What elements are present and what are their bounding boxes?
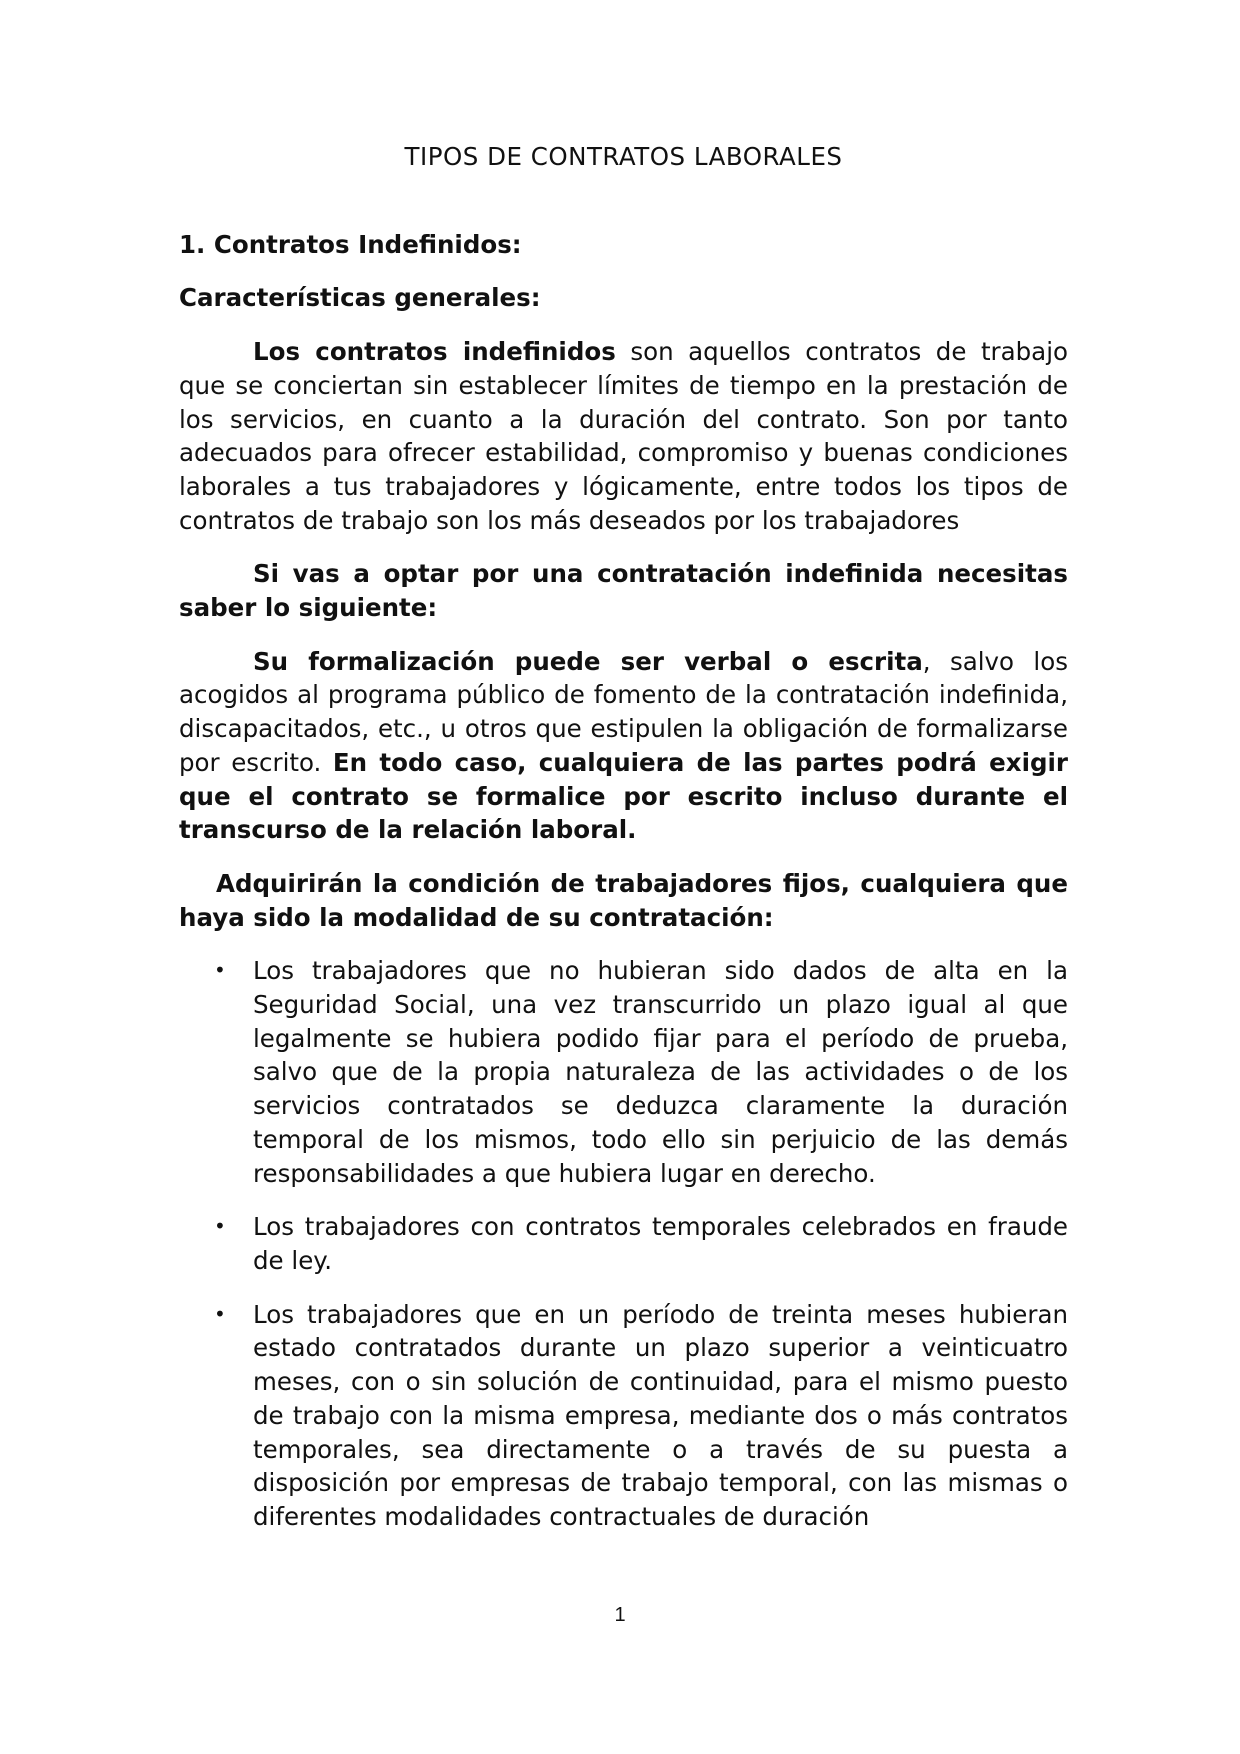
bullet-icon: • (214, 1214, 226, 1239)
bullet-icon: • (214, 958, 226, 983)
subheading: Características generales: (179, 283, 541, 313)
list-item (179, 1298, 1068, 1534)
paragraph-formalization-text: , salvo los acogidos al programa público de fomento de la contratación indefinida, discapacitados, etc., u otros que estipulen la obligación de formalizarse por escrito. (179, 646, 1068, 777)
list-item-text: Los trabajadores que no hubieran sido dados de alta en la Seguridad Social, una vez transcurrido un plazo igual al que legalmente se hubiera podido fijar para el período de prueba, salvo que de la propia naturaleza de las actividades o de los servicios contratados se deduzca claramente la duración temporal de los mismos, todo ello sin perjuicio de las demás responsabilidades a que hubiera lugar en derecho. (253, 956, 1068, 1188)
paragraph-definition-text: son aquellos contratos de trabajo que se conciertan sin establecer límites de tiempo en la prestación de los servicios, en cuanto a la duración del contrato. Son por tanto adecuados para ofrecer estabilidad, compromiso y buenas condiciones laborales a tus trabajadores y lógicamente, entre todos los tipos de contratos de trabajo son los más deseados por los trabajadores (179, 337, 1068, 535)
paragraph-advice-bold: Si vas a optar por una contratación indefinida necesitas saber lo siguiente: (179, 559, 1068, 623)
paragraph-fixed-workers-bold: Adquirirán la condición de trabajadores fijos, cualquiera que haya sido la modalidad de su contratación: (179, 868, 1068, 932)
paragraph-definition-bold: Los contratos indefinidos (253, 337, 616, 367)
list-item-text: Los trabajadores que en un período de treinta meses hubieran estado contratados durante un plazo superior a veinticuatro meses, con o sin solución de continuidad, para el mismo puesto de trabajo con la misma empresa, mediante dos o más contratos temporales, sea directamente o a través de su puesta a disposición por empresas de trabajo temporal, con las mismas o diferentes modalidades contractuales de duración (253, 1299, 1068, 1531)
list-item (179, 1210, 1068, 1277)
bullet-list (179, 954, 1068, 1533)
paragraph-formalization (179, 645, 1068, 847)
paragraph-formalization-bold-1: Su formalización puede ser verbal o escrita (253, 646, 923, 676)
list-item (179, 954, 1068, 1190)
paragraph-definition (179, 335, 1068, 537)
paragraph-advice (179, 557, 1068, 624)
page-content (179, 140, 1068, 1554)
paragraph-fixed-workers (179, 867, 1068, 934)
page-number: 1 (614, 1604, 626, 1626)
list-item-text: Los trabajadores con contratos temporales celebrados en fraude de ley. (253, 1212, 1068, 1275)
paragraph-formalization-bold-2: En todo caso, cualquiera de las partes podrá exigir que el contrato se formalice por escrito incluso durante el transcurso de la relación laboral. (179, 747, 1068, 845)
document-title: TIPOS DE CONTRATOS LABORALES (404, 142, 843, 171)
bullet-icon: • (214, 1301, 226, 1326)
section-heading: 1. Contratos Indefinidos: (179, 229, 522, 259)
